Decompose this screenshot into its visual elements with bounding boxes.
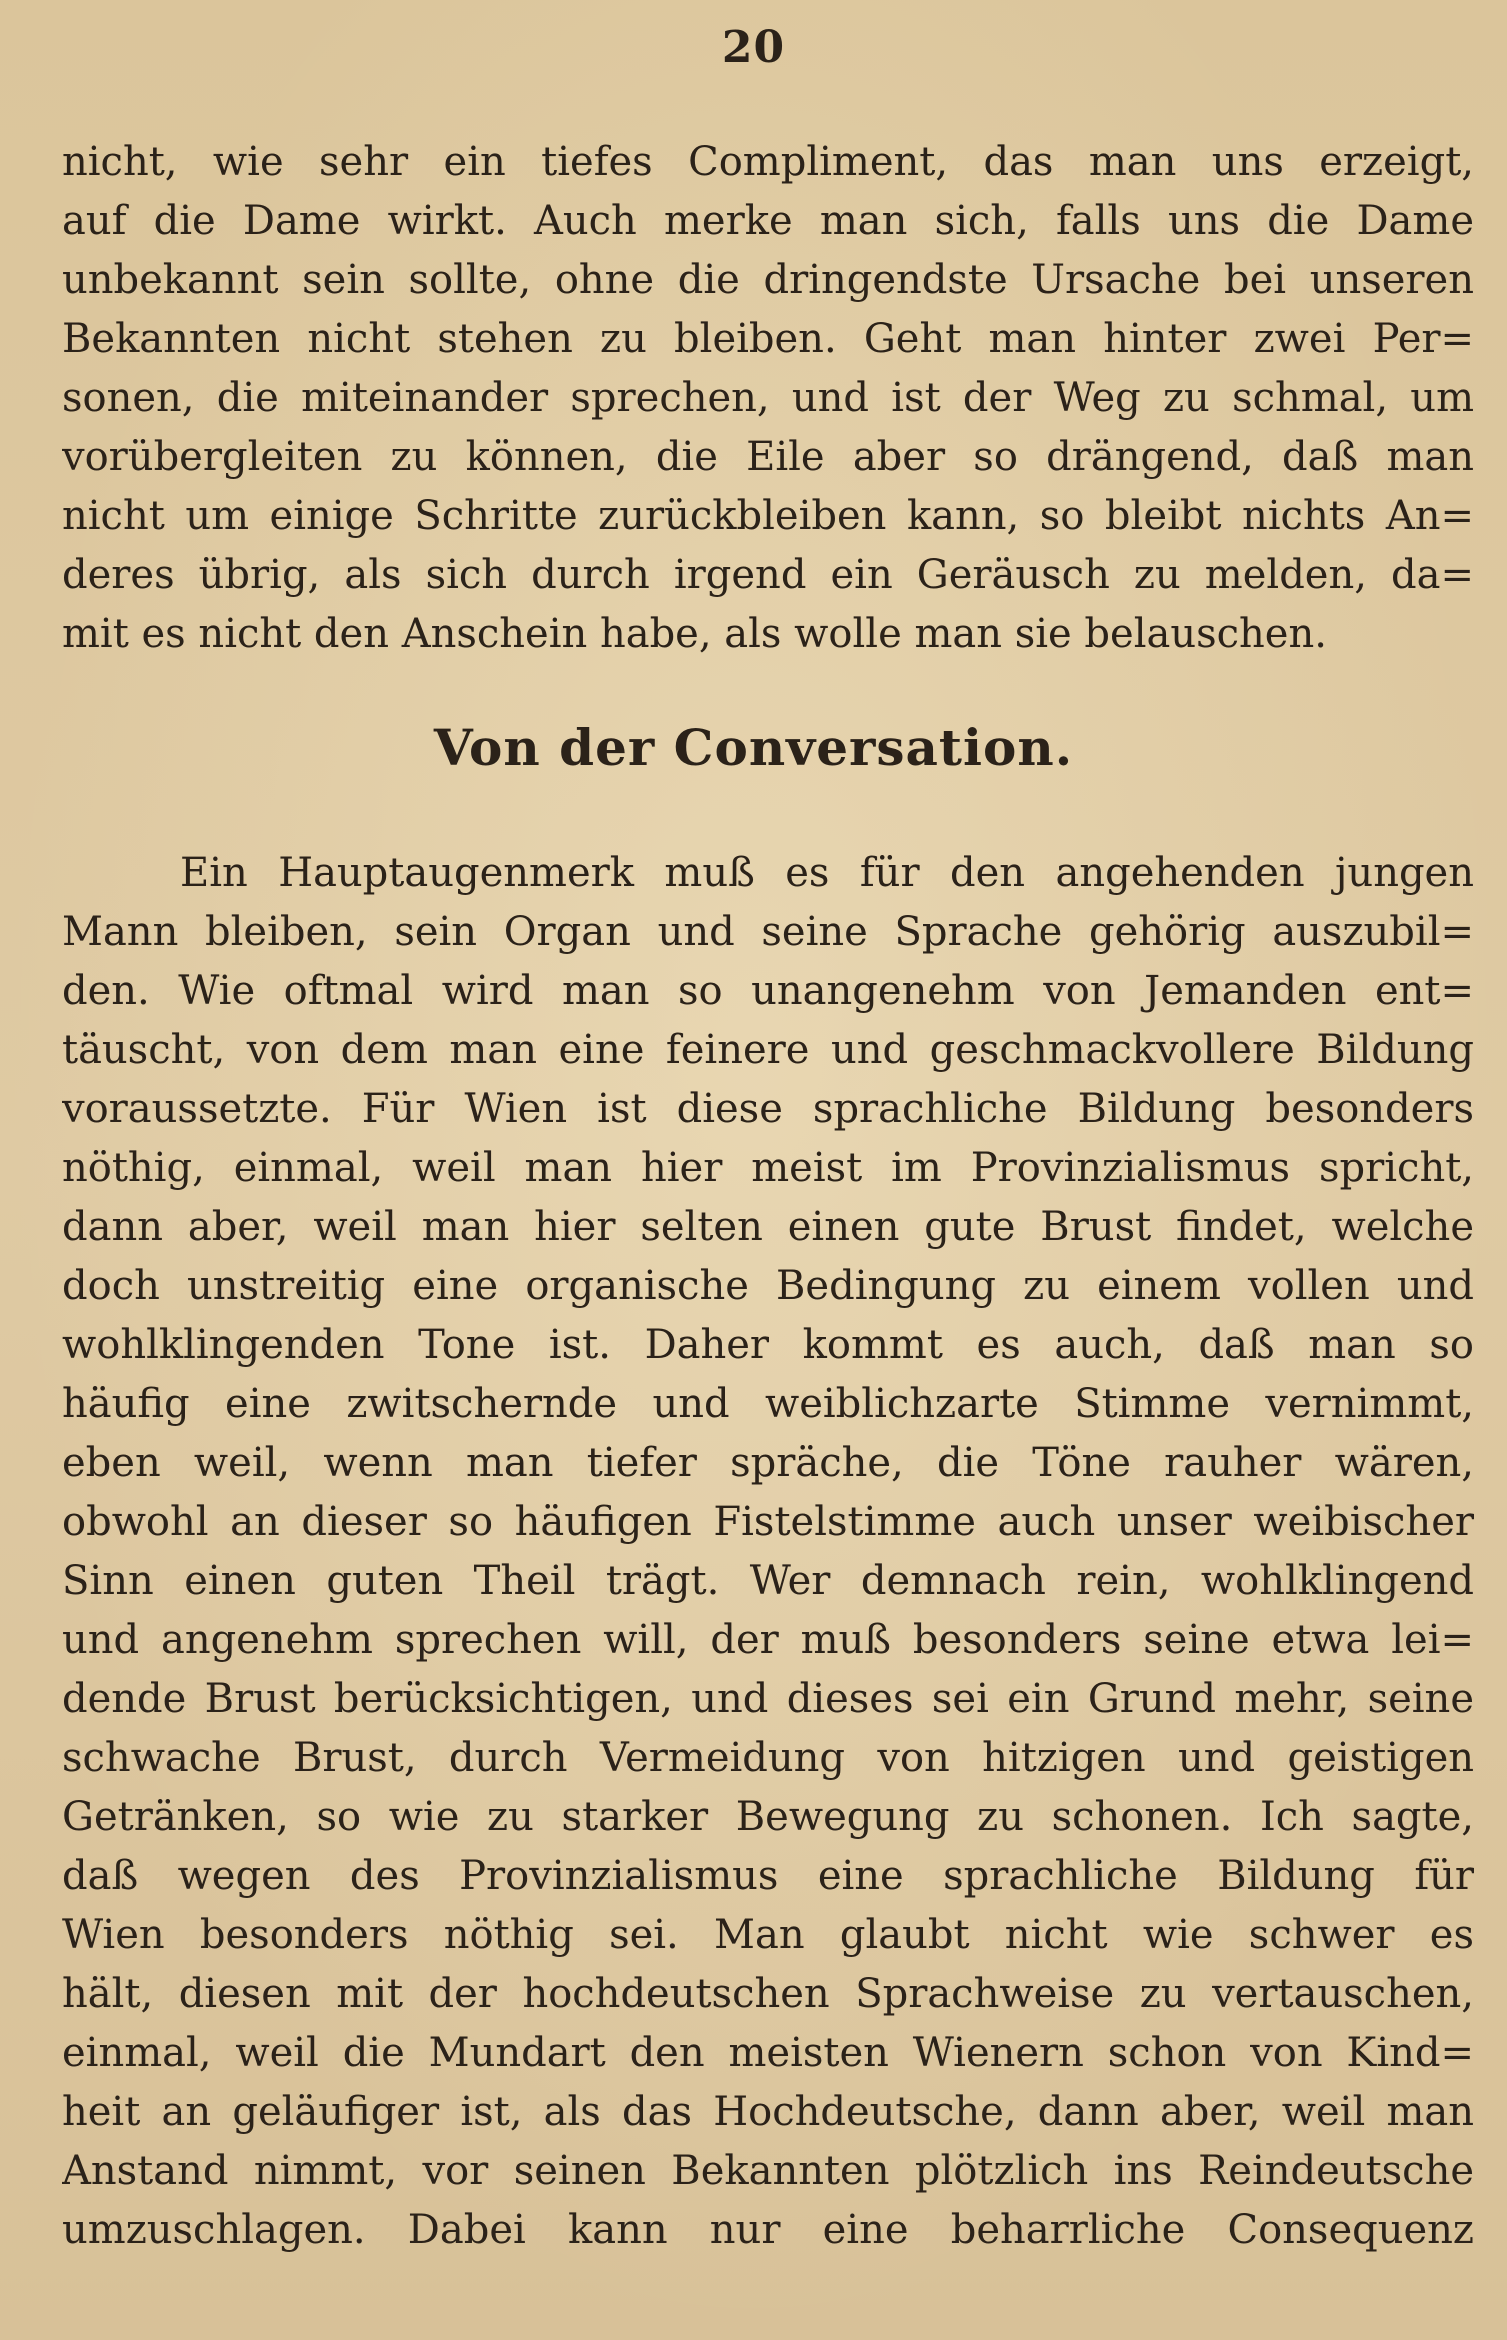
section-heading: Von der Conversation. — [433, 718, 1074, 777]
text-line: voraussetzte. Für Wien ist diese sprachliche Bildung besonders — [62, 1086, 1474, 1132]
text-line: wohlklingenden Tone ist. Daher kommt es auch, daß man so — [62, 1322, 1474, 1368]
text-line: täuscht, von dem man eine feinere und geschmackvollere Bildung — [62, 1027, 1474, 1073]
text-line: vorübergleiten zu können, die Eile aber so drängend, daß man — [62, 434, 1474, 480]
text-line: deres übrig, als sich durch irgend ein Geräusch zu melden, da= — [62, 552, 1474, 598]
paragraph-2 — [62, 844, 1474, 2260]
text-line: auf die Dame wirkt. Auch merke man sich, falls uns die Dame — [62, 198, 1474, 244]
text-line: Wien besonders nöthig sei. Man glaubt nicht wie schwer es — [62, 1912, 1474, 1958]
text-line: unbekannt sein sollte, ohne die dringendste Ursache bei unseren — [62, 257, 1474, 303]
text-line: dende Brust berücksichtigen, und dieses sei ein Grund mehr, seine — [62, 1676, 1474, 1722]
text-line: Bekannten nicht stehen zu bleiben. Geht man hinter zwei Per= — [62, 316, 1474, 362]
text-line: nöthig, einmal, weil man hier meist im Provinzialismus spricht, — [62, 1145, 1474, 1191]
text-line: mit es nicht den Anschein habe, als wolle man sie belauschen. — [62, 611, 1327, 657]
page-number: 20 — [721, 22, 786, 73]
text-line: Sinn einen guten Theil trägt. Wer demnach rein, wohlklingend — [62, 1558, 1474, 1604]
text-line: eben weil, wenn man tiefer spräche, die Töne rauher wären, — [62, 1440, 1474, 1486]
text-line: nicht, wie sehr ein tiefes Compliment, das man uns erzeigt, — [62, 139, 1474, 185]
text-line: doch unstreitig eine organische Bedingung zu einem vollen und — [62, 1263, 1474, 1309]
text-line: den. Wie oftmal wird man so unangenehm von Jemanden ent= — [62, 968, 1474, 1014]
text-line: einmal, weil die Mundart den meisten Wienern schon von Kind= — [62, 2030, 1474, 2076]
text-line: Getränken, so wie zu starker Bewegung zu schonen. Ich sagte, — [62, 1794, 1474, 1840]
text-line: Ein Hauptaugenmerk muß es für den angehenden jungen — [180, 850, 1474, 896]
paragraph-1 — [62, 133, 1474, 664]
text-line: schwache Brust, durch Vermeidung von hitzigen und geistigen — [62, 1735, 1474, 1781]
text-line: heit an geläufiger ist, als das Hochdeutsche, dann aber, weil man — [62, 2089, 1474, 2135]
text-line: Mann bleiben, sein Organ und seine Sprache gehörig auszubil= — [62, 909, 1474, 955]
text-line: dann aber, weil man hier selten einen gute Brust findet, welche — [62, 1204, 1474, 1250]
text-line: Anstand nimmt, vor seinen Bekannten plötzlich ins Reindeutsche — [62, 2148, 1474, 2194]
text-line: umzuschlagen. Dabei kann nur eine beharrliche Consequenz — [62, 2207, 1474, 2253]
text-line: hält, diesen mit der hochdeutschen Sprachweise zu vertauschen, — [62, 1971, 1474, 2017]
text-line: häufig eine zwitschernde und weiblichzarte Stimme vernimmt, — [62, 1381, 1474, 1427]
text-line: obwohl an dieser so häufigen Fistelstimme auch unser weibischer — [62, 1499, 1474, 1545]
text-line: nicht um einige Schritte zurückbleiben kann, so bleibt nichts An= — [62, 493, 1474, 539]
text-line: und angenehm sprechen will, der muß besonders seine etwa lei= — [62, 1617, 1474, 1663]
text-line: sonen, die miteinander sprechen, und ist der Weg zu schmal, um — [62, 375, 1474, 421]
text-line: daß wegen des Provinzialismus eine sprachliche Bildung für — [62, 1853, 1474, 1899]
